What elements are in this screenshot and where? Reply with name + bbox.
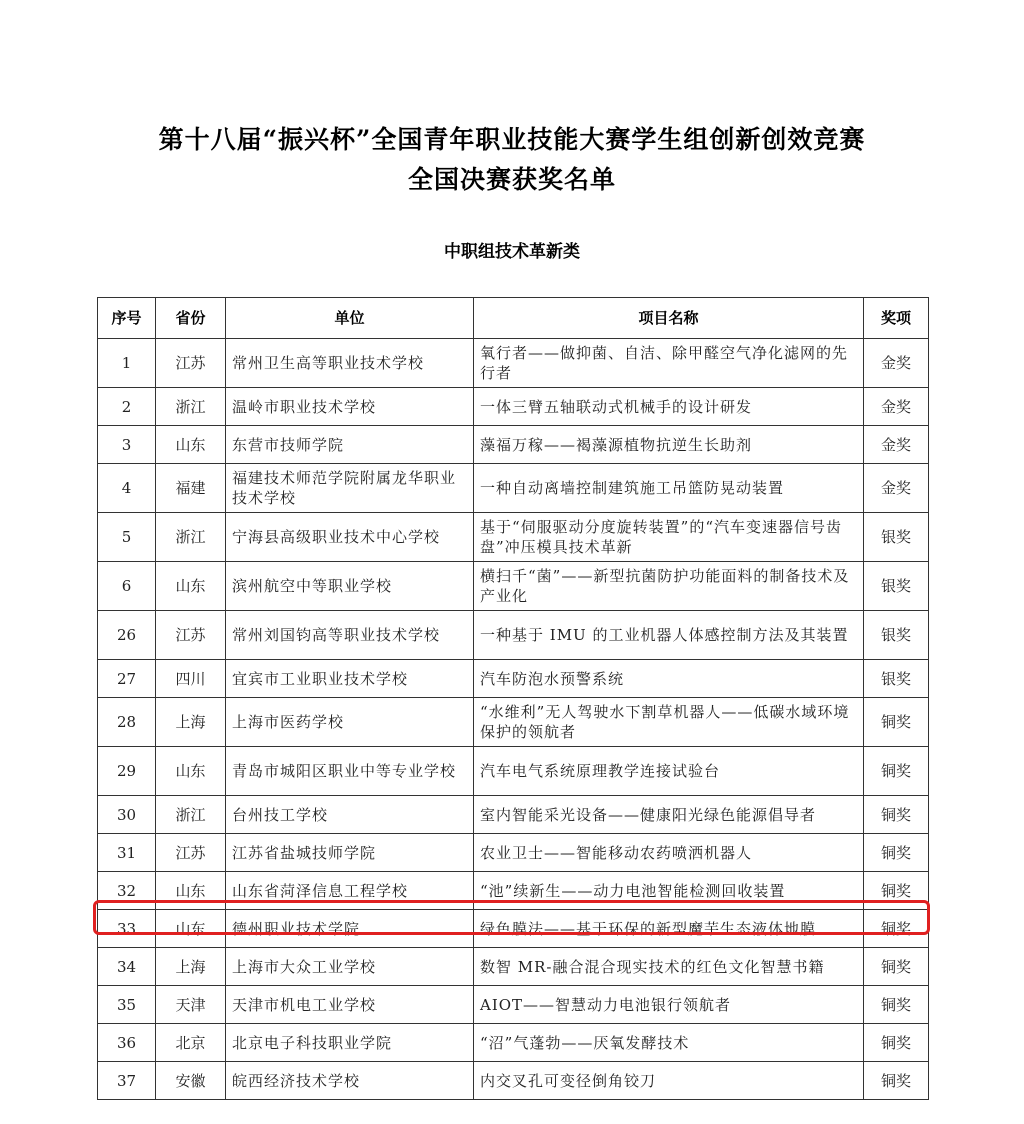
row-unit: 天津市机电工业学校 xyxy=(226,986,474,1024)
row-index: 26 xyxy=(98,611,156,660)
row-project: 一种自动离墙控制建筑施工吊篮防晃动装置 xyxy=(474,464,864,513)
row-province: 江苏 xyxy=(156,834,226,872)
row-province: 浙江 xyxy=(156,796,226,834)
row-unit: 福建技术师范学院附属龙华职业技术学校 xyxy=(226,464,474,513)
row-project: “水维利”无人驾驶水下割草机器人——低碳水域环境保护的领航者 xyxy=(474,698,864,747)
table-row xyxy=(98,747,929,796)
row-project: 一体三臂五轴联动式机械手的设计研发 xyxy=(474,388,864,426)
row-award: 金奖 xyxy=(864,388,929,426)
document-subtitle: 中职组技术革新类 xyxy=(444,242,580,262)
table-row xyxy=(98,796,929,834)
header-project: 项目名称 xyxy=(474,298,864,339)
table-row xyxy=(98,339,929,388)
row-unit: 温岭市职业技术学校 xyxy=(226,388,474,426)
row-award: 铜奖 xyxy=(864,796,929,834)
table-row xyxy=(98,464,929,513)
table-row xyxy=(98,910,929,948)
row-project: 室内智能采光设备——健康阳光绿色能源倡导者 xyxy=(474,796,864,834)
header-province: 省份 xyxy=(156,298,226,339)
row-unit: 德州职业技术学院 xyxy=(226,910,474,948)
row-index: 36 xyxy=(98,1024,156,1062)
row-index: 3 xyxy=(98,426,156,464)
table-row xyxy=(98,513,929,562)
row-province: 天津 xyxy=(156,986,226,1024)
row-unit: 宁海县高级职业技术中心学校 xyxy=(226,513,474,562)
row-index: 27 xyxy=(98,660,156,698)
row-award: 铜奖 xyxy=(864,986,929,1024)
row-index: 31 xyxy=(98,834,156,872)
row-province: 浙江 xyxy=(156,513,226,562)
row-award: 铜奖 xyxy=(864,872,929,910)
row-award: 铜奖 xyxy=(864,910,929,948)
row-project: 藻福万稼——褐藻源植物抗逆生长助剂 xyxy=(474,426,864,464)
row-award: 金奖 xyxy=(864,464,929,513)
table-row xyxy=(98,872,929,910)
table-row xyxy=(98,1024,929,1062)
table-row xyxy=(98,660,929,698)
table-row xyxy=(98,1062,929,1100)
row-award: 铜奖 xyxy=(864,747,929,796)
row-province: 山东 xyxy=(156,747,226,796)
table-row xyxy=(98,426,929,464)
row-project: 汽车防泡水预警系统 xyxy=(474,660,864,698)
header-index: 序号 xyxy=(98,298,156,339)
row-project: “池”续新生——动力电池智能检测回收装置 xyxy=(474,872,864,910)
table-row xyxy=(98,986,929,1024)
row-index: 6 xyxy=(98,562,156,611)
table-row xyxy=(98,388,929,426)
row-province: 江苏 xyxy=(156,611,226,660)
row-award: 铜奖 xyxy=(864,1024,929,1062)
row-index: 29 xyxy=(98,747,156,796)
table-row xyxy=(98,698,929,747)
header-unit: 单位 xyxy=(226,298,474,339)
table-row xyxy=(98,562,929,611)
row-province: 山东 xyxy=(156,910,226,948)
row-award: 铜奖 xyxy=(864,834,929,872)
row-award: 银奖 xyxy=(864,513,929,562)
row-project: 横扫千“菌”——新型抗菌防护功能面料的制备技术及产业化 xyxy=(474,562,864,611)
row-unit: 北京电子科技职业学院 xyxy=(226,1024,474,1062)
row-province: 山东 xyxy=(156,562,226,611)
row-project: 基于“伺服驱动分度旋转装置”的“汽车变速器信号齿盘”冲压模具技术革新 xyxy=(474,513,864,562)
row-index: 32 xyxy=(98,872,156,910)
table-header-row xyxy=(98,298,929,339)
row-award: 银奖 xyxy=(864,611,929,660)
row-index: 2 xyxy=(98,388,156,426)
row-project: 汽车电气系统原理教学连接试验台 xyxy=(474,747,864,796)
row-province: 浙江 xyxy=(156,388,226,426)
row-index: 34 xyxy=(98,948,156,986)
row-index: 28 xyxy=(98,698,156,747)
row-project: 农业卫士——智能移动农药喷洒机器人 xyxy=(474,834,864,872)
row-award: 铜奖 xyxy=(864,1062,929,1100)
row-award: 银奖 xyxy=(864,562,929,611)
row-unit: 常州卫生高等职业技术学校 xyxy=(226,339,474,388)
row-unit: 东营市技师学院 xyxy=(226,426,474,464)
row-province: 四川 xyxy=(156,660,226,698)
document-title-line1: 第十八届“振兴杯”全国青年职业技能大赛学生组创新创效竞赛 xyxy=(158,125,866,154)
row-project: 内交叉孔可变径倒角铰刀 xyxy=(474,1062,864,1100)
row-province: 北京 xyxy=(156,1024,226,1062)
table-row xyxy=(98,834,929,872)
row-index: 37 xyxy=(98,1062,156,1100)
row-index: 33 xyxy=(98,910,156,948)
row-unit: 宜宾市工业职业技术学校 xyxy=(226,660,474,698)
row-index: 30 xyxy=(98,796,156,834)
row-province: 福建 xyxy=(156,464,226,513)
row-province: 安徽 xyxy=(156,1062,226,1100)
row-project: “沼”气蓬勃——厌氧发酵技术 xyxy=(474,1024,864,1062)
row-project: 一种基于 IMU 的工业机器人体感控制方法及其装置 xyxy=(474,611,864,660)
awards-table xyxy=(97,297,929,1100)
row-province: 江苏 xyxy=(156,339,226,388)
row-award: 金奖 xyxy=(864,339,929,388)
row-award: 铜奖 xyxy=(864,948,929,986)
row-province: 山东 xyxy=(156,872,226,910)
row-unit: 山东省菏泽信息工程学校 xyxy=(226,872,474,910)
row-project: 氧行者——做抑菌、自洁、除甲醛空气净化滤网的先行者 xyxy=(474,339,864,388)
row-index: 5 xyxy=(98,513,156,562)
row-unit: 皖西经济技术学校 xyxy=(226,1062,474,1100)
row-unit: 青岛市城阳区职业中等专业学校 xyxy=(226,747,474,796)
table-body xyxy=(98,339,929,1100)
row-project: 数智 MR-融合混合现实技术的红色文化智慧书籍 xyxy=(474,948,864,986)
row-index: 4 xyxy=(98,464,156,513)
row-award: 金奖 xyxy=(864,426,929,464)
row-award: 银奖 xyxy=(864,660,929,698)
row-project: AIOT——智慧动力电池银行领航者 xyxy=(474,986,864,1024)
row-index: 35 xyxy=(98,986,156,1024)
row-province: 上海 xyxy=(156,948,226,986)
document-title-line2: 全国决赛获奖名单 xyxy=(407,165,616,194)
row-project: 绿色膜法——基于环保的新型魔芋生态液体地膜 xyxy=(474,910,864,948)
table-row xyxy=(98,611,929,660)
row-province: 上海 xyxy=(156,698,226,747)
row-unit: 上海市医药学校 xyxy=(226,698,474,747)
row-province: 山东 xyxy=(156,426,226,464)
header-award: 奖项 xyxy=(864,298,929,339)
row-unit: 江苏省盐城技师学院 xyxy=(226,834,474,872)
row-unit: 常州刘国钧高等职业技术学校 xyxy=(226,611,474,660)
row-index: 1 xyxy=(98,339,156,388)
row-unit: 滨州航空中等职业学校 xyxy=(226,562,474,611)
row-unit: 上海市大众工业学校 xyxy=(226,948,474,986)
row-award: 铜奖 xyxy=(864,698,929,747)
table-row xyxy=(98,948,929,986)
row-unit: 台州技工学校 xyxy=(226,796,474,834)
